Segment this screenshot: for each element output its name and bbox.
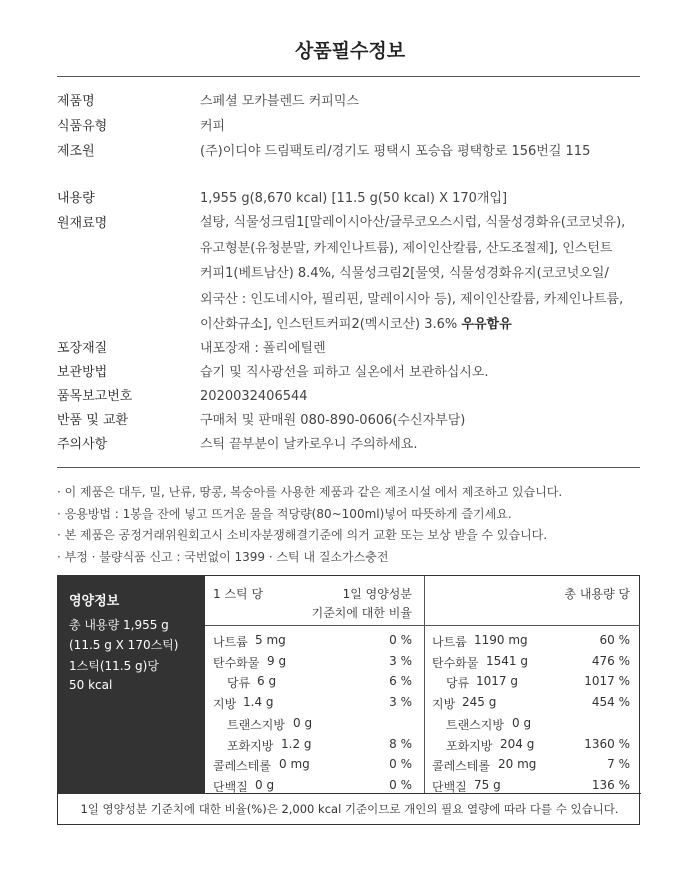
nutrient-percent: 7 % (607, 757, 630, 772)
nutrient-name: 나트륨 (432, 635, 467, 649)
nutrient-name: 지방 (432, 697, 456, 712)
nutrient-percent: 3 % (389, 653, 412, 668)
summary-line: 50 kcal (69, 678, 113, 692)
nutrient-amount: 20 mg (498, 757, 537, 772)
nutrient-name: 당류 (446, 676, 470, 691)
ingredients-text (200, 210, 642, 338)
nutrient-name: 지방 (213, 697, 237, 712)
nutrient-amount: 1.2 g (281, 736, 312, 751)
info-value: 구매처 및 판매원 080-890-0606(수신자부담) (200, 413, 466, 428)
info-value: 1,955 g(8,670 kcal) [11.5 g(50 kcal) X 170개입] (200, 191, 508, 206)
nutrient-amount: 0 g (293, 715, 313, 730)
nutrient-name: 나트륨 (213, 635, 248, 649)
nutrition-footnote: 1일 영양성분 기준치에 대한 비율(%)은 2,000 kcal 기준이므로 개인의 필요 열량에 따라 다를 수 있습니다. (58, 793, 641, 825)
nutrient-name: 트랜스지방 (227, 717, 285, 732)
info-value: 내포장재 : 폴리에틸렌 (200, 341, 326, 356)
nutrient-percent: 0 % (389, 633, 412, 647)
info-label: 반품 및 교환 (57, 413, 129, 428)
nutrient-percent: 476 % (591, 653, 630, 668)
info-value: 스틱 끝부분이 날카로우니 주의하세요. (200, 437, 418, 452)
info-label: 품목보고번호 (57, 389, 133, 404)
info-value: 2020032406544 (200, 389, 308, 404)
info-label: 식품유형 (57, 119, 108, 134)
nutrient-percent: 8 % (389, 736, 412, 751)
nutrient-name: 트랜스지방 (446, 717, 504, 732)
info-label: 제품명 (57, 94, 95, 109)
nutrient-percent: 1360 % (584, 736, 630, 751)
nutrition-heading: 영양정보 (69, 594, 120, 609)
per-stick-header: 1 스틱 당 (213, 587, 264, 601)
notes-list (57, 482, 647, 568)
total-contents-header: 총 내용량 당 (564, 587, 630, 601)
nutrient-name: 포화지방 (446, 738, 493, 753)
nutrition-summary-panel (58, 576, 205, 793)
header-divider (205, 625, 640, 626)
ingredients-line (200, 312, 642, 338)
daily-value-header: 기준치에 대한 비율 (311, 606, 412, 620)
info-value: 습기 및 직사광선을 피하고 실온에서 보관하십시오. (200, 365, 489, 380)
summary-line: (11.5 g X 170스틱) (69, 638, 179, 652)
info-label: 보관방법 (57, 365, 108, 380)
milk-allergen-notice: 우유함유 (461, 317, 512, 332)
daily-value-header: 1일 영양성분 (342, 587, 412, 601)
nutrient-name: 당류 (227, 676, 251, 691)
info-divider (57, 467, 640, 468)
nutrient-name: 콜레스테롤 (432, 759, 490, 774)
nutrient-amount: 75 g (474, 777, 501, 792)
summary-line: 1스틱(11.5 g)당 (69, 659, 159, 673)
nutrient-name: 콜레스테롤 (213, 759, 271, 774)
nutrient-percent: 0 % (389, 757, 412, 772)
nutrition-table (57, 575, 640, 825)
nutrient-amount: 245 g (462, 695, 497, 710)
nutrient-percent: 3 % (389, 695, 412, 710)
nutrient-amount: 1190 mg (474, 633, 528, 647)
nutrient-name: 단백질 (432, 779, 467, 794)
info-value: 스페셜 모카블렌드 커피믹스 (200, 94, 359, 109)
nutrient-name: 단백질 (213, 779, 248, 794)
nutrient-name: 탄수화물 (432, 655, 479, 670)
nutrient-percent: 0 % (389, 777, 412, 792)
nutrient-amount: 6 g (257, 674, 277, 689)
ingredients-line: 커피1(베트남산) 8.4%, 식물성크림2[물엿, 식물성경화유지(코코넛오일/ (200, 266, 609, 281)
nutrient-amount: 0 g (255, 777, 275, 792)
note-item: · 부정 · 불량식품 신고 : 국번없이 1399 · 스틱 내 질소가스충전 (57, 549, 389, 564)
info-label: 내용량 (57, 191, 95, 206)
nutrient-amount: 9 g (267, 653, 287, 668)
nutrient-percent: 1017 % (584, 674, 630, 689)
summary-line: 총 내용량 1,955 g (69, 618, 169, 632)
ingredients-line: 설탕, 식물성크림1[말레이시아산/글루코오스시럽, 식물성경화유(코코넛유), (200, 215, 626, 230)
info-label: 제조원 (57, 144, 95, 159)
nutrient-amount: 204 g (500, 736, 535, 751)
nutrient-amount: 5 mg (255, 633, 286, 647)
column-divider (424, 576, 425, 793)
nutrient-percent: 136 % (591, 777, 630, 792)
info-label: 원재료명 (57, 216, 108, 231)
nutrient-amount: 1.4 g (243, 695, 274, 710)
nutrient-name: 탄수화물 (213, 655, 260, 670)
ingredients-line: 유고형분(유청분말, 카제인나트륨), 제이인산칼륨, 산도조절제], 인스턴트 (200, 240, 613, 256)
nutrient-percent: 60 % (599, 633, 630, 647)
info-label: 포장재질 (57, 341, 108, 356)
note-item: · 본 제품은 공정거래위원회고시 소비자분쟁해결기준에 의거 교환 또는 보상 받을 수 있습니다. (57, 528, 548, 542)
nutrient-amount: 1017 g (476, 674, 518, 689)
info-value: 커피 (200, 119, 226, 134)
info-value: (주)이디야 드림팩토리/경기도 평택시 포승읍 평택항로 156번길 115 (200, 144, 591, 159)
note-item: · 응용방법 : 1봉을 잔에 넣고 뜨거운 물을 적당량(80~100ml)넣어 따뜻하게 즐기세요. (57, 506, 512, 521)
nutrient-amount: 1541 g (486, 653, 528, 668)
nutrient-percent: 454 % (591, 695, 630, 710)
title-divider (57, 76, 640, 77)
nutrient-amount: 0 g (512, 715, 532, 730)
nutrient-name: 포화지방 (227, 738, 274, 753)
nutrient-amount: 0 mg (279, 757, 310, 772)
page-title: 상품필수정보 (294, 40, 406, 62)
note-item: · 이 제품은 대두, 밀, 난류, 땅콩, 복숭아를 사용한 제품과 같은 제조시설 에서 제조하고 있습니다. (57, 485, 563, 499)
ingredients-text-end: 이산화규소], 인스턴트커피2(멕시코산) 3.6% (200, 317, 458, 332)
info-label: 주의사항 (57, 437, 108, 452)
ingredients-line: 외국산 : 인도네시아, 필리핀, 말레이시아 등), 제이인산칼륨, 카제인나트륨, (200, 291, 624, 307)
nutrient-percent: 6 % (389, 674, 412, 689)
